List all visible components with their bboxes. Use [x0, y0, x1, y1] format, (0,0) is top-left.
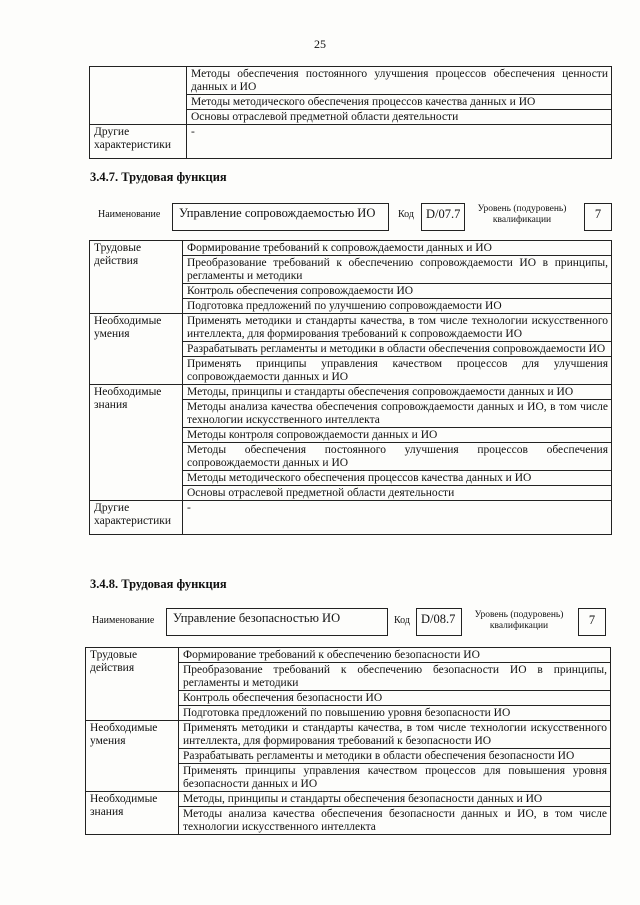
table-cell: Подготовка предложений по повышению уровня безопасности ИО: [179, 706, 611, 721]
table-cell: Подготовка предложений по улучшению сопровождаемости ИО: [183, 299, 612, 314]
table-cell: Применять принципы управления качеством процессов для улучшения сопровождаемости данных и ИО: [183, 357, 612, 385]
row-label: Другие характеристики: [90, 125, 187, 159]
table-cell: Методы обеспечения постоянного улучшения процессов обеспечения ценности данных и ИО: [187, 67, 612, 95]
table-cell: Основы отраслевой предметной области деятельности: [183, 486, 612, 501]
row-label: Необходимые умения: [86, 721, 179, 792]
level-value: 7: [584, 203, 612, 231]
table-347: [89, 240, 612, 535]
row-label: Необходимые умения: [90, 314, 183, 385]
table-cell: Формирование требований к обеспечению безопасности ИО: [179, 648, 611, 663]
row-label: Другие характеристики: [90, 501, 183, 535]
table-cell: Методы контроля сопровождаемости данных и ИО: [183, 428, 612, 443]
table-cell: Формирование требований к сопровождаемости данных и ИО: [183, 241, 612, 256]
table-cell: Методы, принципы и стандарты обеспечения безопасности данных и ИО: [179, 792, 611, 807]
table-cell: Применять методики и стандарты качества, в том числе технологии искусственного интеллекта, для формирования требований к сопровождаемости ИО: [183, 314, 612, 342]
table-cell: -: [183, 501, 612, 535]
table-cell: Преобразование требований к обеспечению безопасности ИО в принципы, регламенты и методики: [179, 663, 611, 691]
table-cell: Основы отраслевой предметной области деятельности: [187, 110, 612, 125]
table-cell: Методы методического обеспечения процессов качества данных и ИО: [187, 95, 612, 110]
table-cell: Методы анализа качества обеспечения сопровождаемости данных и ИО, в том числе технологии искусственного интеллекта: [183, 400, 612, 428]
name-label: Наименование: [98, 209, 161, 220]
table-cell: Методы обеспечения постоянного улучшения процессов обеспечения сопровождаемости данных и ИО: [183, 443, 612, 471]
row-label: Трудовые действия: [86, 648, 179, 721]
code-label: Код: [398, 209, 414, 220]
page-number: 25: [314, 37, 326, 51]
table-348: [85, 647, 611, 835]
section-title: 3.4.8. Трудовая функция: [90, 577, 227, 591]
table-cell: -: [187, 125, 612, 159]
level-label: Уровень (подуровень) квалификации: [474, 610, 564, 631]
name-label: Наименование: [92, 615, 155, 626]
table-cell: Методы, принципы и стандарты обеспечения сопровождаемости данных и ИО: [183, 385, 612, 400]
empty-label-cell: [90, 67, 187, 125]
table-cell: Преобразование требований к обеспечению сопровождаемости ИО в принципы, регламенты и методики: [183, 256, 612, 284]
code-value: D/07.7: [421, 203, 465, 231]
code-label: Код: [394, 615, 410, 626]
name-value: Управление сопровождаемостью ИО: [172, 203, 389, 231]
name-row: [88, 608, 612, 642]
section-title: 3.4.7. Трудовая функция: [90, 170, 227, 184]
table-cell: Методы методического обеспечения процессов качества данных и ИО: [183, 471, 612, 486]
table-cell: Применять методики и стандарты качества, в том числе технологии искусственного интеллекта, для формирования требований к безопасности ИО: [179, 721, 611, 749]
table-cell: Контроль обеспечения сопровождаемости ИО: [183, 284, 612, 299]
name-row: [92, 203, 616, 237]
name-value: Управление безопасностью ИО: [166, 608, 388, 636]
level-value: 7: [578, 608, 606, 636]
top-table: [89, 66, 612, 159]
level-label: Уровень (подуровень) квалификации: [477, 204, 567, 225]
row-label: Необходимые знания: [86, 792, 179, 835]
code-value: D/08.7: [416, 608, 462, 636]
table-cell: Разрабатывать регламенты и методики в области обеспечения сопровождаемости ИО: [183, 342, 612, 357]
table-cell: Методы анализа качества обеспечения безопасности данных и ИО, в том числе технологии искусственного интеллекта: [179, 807, 611, 835]
row-label: Необходимые знания: [90, 385, 183, 501]
row-label: Трудовые действия: [90, 241, 183, 314]
table-cell: Применять принципы управления качеством процессов для повышения уровня безопасности данных и ИО: [179, 764, 611, 792]
table-cell: Разрабатывать регламенты и методики в области обеспечения безопасности ИО: [179, 749, 611, 764]
table-cell: Контроль обеспечения безопасности ИО: [179, 691, 611, 706]
